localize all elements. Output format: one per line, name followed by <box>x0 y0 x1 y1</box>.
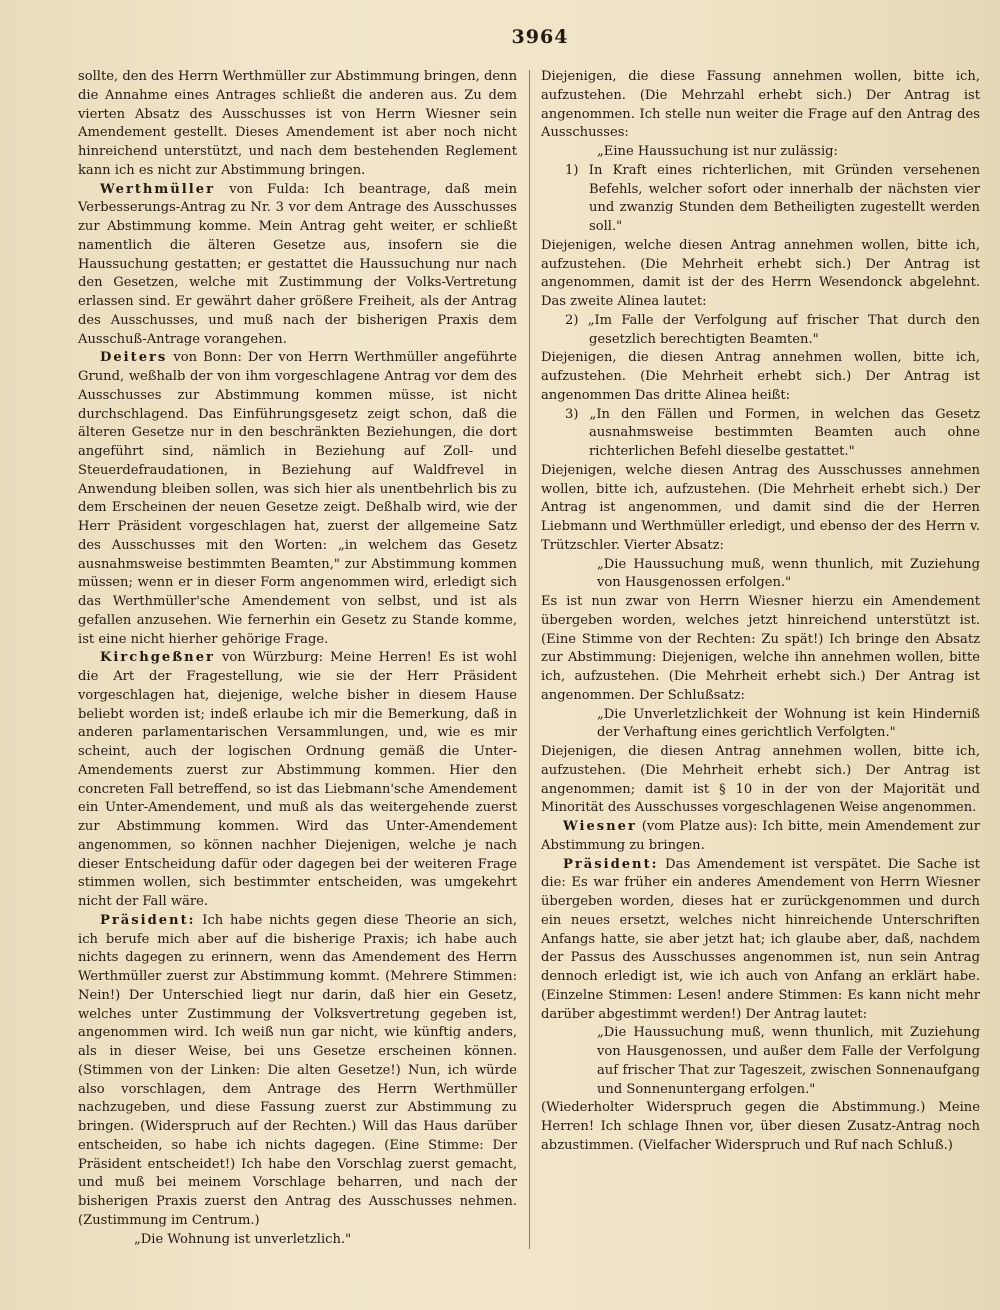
speech <box>78 912 517 1231</box>
speaker-name: Wiesner <box>563 819 637 834</box>
speech-text: von Würzburg: Meine Herren! Es ist wohl die Art der Fragestellung, wie sie der Herr Präsident vorgeschlagen hat, diejenige, welche bisher in diesem Hause beliebt worden ist; indeß erlaube ich mir die Bemerkung, daß in anderen parlamentarischen Versammlungen, und, wie es mir scheint, auch der logischen Ordnung gemäß die Unter-Amendements zuerst zur Abstimmung kommen. Hier den concreten Fall betreffend, so ist das Liebmann'sche Amendement ein Unter-Amendement, und muß als das weitergehende zuerst zur Abstimmung kommen. Wird das Unter-Amendement angenommen, so können nachher Diejenigen, welche je nach dieser Entscheidung dafür oder dagegen bei der weiteren Frage stimmen wollen, sich bestimmter entscheiden, was umgekehrt nicht der Fall wäre. <box>78 650 517 909</box>
paragraph: Diejenigen, welche diesen Antrag des Ausschusses annehmen wollen, bitte ich, aufzustehen. (Die Mehrheit erhebt sich.) Der Antrag ist angenommen, und damit sind die der Herren Liebmann und Werthmüller erledigt, und ebenso der des Herrn v. Trützschler. Vierter Absatz: <box>541 462 980 553</box>
quote: „Die Haussuchung muß, wenn thunlich, mit Zuziehung von Hausgenossen erfolgen." <box>597 556 980 591</box>
speech-text: Das Amendement ist verspätet. Die Sache ist die: Es war früher ein anderes Amendement von Herrn Wiesner übergeben worden, dieses hat er zurückgenommen und durch ein neues ersetzt, welches nicht hinreichende Unterschriften Anfangs hatte, sie aber jetzt hat; ich glaube aber, daß, nachdem der Passus des Ausschusses angenommen ist, nun sein Antrag dennoch erledigt ist, wie ich auch von Anfang an erklärt habe. (Einzelne Stimmen: Lesen! andere Stimmen: Es kann nicht mehr darüber abgestimmt werden!) Der Antrag lautet: <box>541 856 980 1022</box>
quote: „Die Unverletzlichkeit der Wohnung ist kein Hinderniß der Verhaftung eines gerichtlich Verfolgten." <box>597 706 980 741</box>
quote: „Die Haussuchung muß, wenn thunlich, mit Zuziehung von Hausgenossen, und außer dem Falle der Verfolgung auf frischer That zur Tageszeit, zwischen Sonnenaufgang und Sonnenuntergang erfolgen." <box>597 1025 980 1097</box>
speaker-name: Präsident: <box>100 912 196 928</box>
paragraph: Diejenigen, die diese Fassung annehmen wollen, bitte ich, aufzustehen. (Die Mehrzahl erhebt sich.) Der Antrag ist angenommen. Ich stelle nun weiter die Frage auf den Antrag des Ausschusses: <box>541 69 980 141</box>
speech-text: (vom Platze aus): Ich bitte, mein Amendement zur Abstimmung zu bringen. <box>541 819 980 853</box>
speech <box>78 181 517 350</box>
paragraph: Diejenigen, die diesen Antrag annehmen wollen, bitte ich, aufzustehen. (Die Mehrheit erhebt sich.) Der Antrag ist angenommen Das dritte Alinea heißt: <box>541 350 980 403</box>
speech <box>541 856 980 1025</box>
speech <box>541 818 980 856</box>
speaker-name: Werthmüller <box>100 181 215 197</box>
text-columns <box>78 68 980 1249</box>
left-column <box>78 68 517 1249</box>
paragraph: (Wiederholter Widerspruch gegen die Abstimmung.) Meine Herren! Ich schlage Ihnen vor, über diesen Zusatz-Antrag noch abzustimmen. (Vielfacher Widerspruch und Ruf nach Schluß.) <box>541 1100 980 1153</box>
speaker-name: Kirchgeßner <box>100 650 215 666</box>
speech <box>78 349 517 649</box>
speech <box>78 649 517 912</box>
list-item: 2) „Im Falle der Verfolgung auf frischer That durch den gesetzlich berechtigten Beamten." <box>565 312 980 347</box>
paragraph: Diejenigen, die diesen Antrag annehmen wollen, bitte ich, aufzustehen. (Die Mehrheit erhebt sich.) Der Antrag ist angenommen; damit ist § 10 in der von der Majorität und Minorität des Ausschusses vorgeschlagenen Weise angenommen. <box>541 744 980 816</box>
list-item: 3) „In den Fällen und Formen, in welchen das Gesetz ausnahmsweise bestimmten Beamten auch ohne richterlichen Befehl dieselbe gestattet." <box>565 406 980 459</box>
quote: „Eine Haussuchung ist nur zulässig: <box>597 144 838 159</box>
speech-text: von Bonn: Der von Herrn Werthmüller angeführte Grund, weßhalb der von ihm vorgeschlagene Antrag vor dem des Ausschusses zur Abstimmung kommen müsse, ist nicht durchschlagend. Das Einführungsgesetz zeigt schon, daß die älteren Gesetze nur in den beschränkten Beziehungen, die dort angeführt sind, nämlich in Beziehung auf Zoll- und Steuerdefraudationen, in Beziehung auf Waldfrevel in Anwendung bleiben sollen, was sich hier als unentbehrlich bis zu dem Erscheinen der neuen Gesetze zeigt. Deßhalb wird, wie der Herr Präsident vorgeschlagen hat, zuerst der allgemeine Satz des Ausschusses mit den Worten: „in welchem das Gesetz ausnahmsweise bestimmten Beamten," zur Abstimmung kommen müssen; wenn er in dieser Form angenommen wird, erledigt sich das Werthmüller'sche Amendement von selbst, und ist als gefallen anzusehen. Wie fernerhin ein Gesetz zu Stande komme, ist eine nicht hierher gehörige Frage. <box>78 350 517 647</box>
quote: „Die Wohnung ist unverletzlich." <box>134 1231 352 1247</box>
speech-text: von Fulda: Ich beantrage, daß mein Verbesserungs-Antrag zu Nr. 3 vor dem Antrage des Ausschusses zur Abstimmung komme. Mein Antrag geht weiter, er schließt namentlich die älteren Gesetze aus, insofern sie die Haussuchung gestatten; er gestattet die Haussuchung nur nach den Gesetzen, welche mit Zustimmung der Volks-Vertretung erlassen sind. Er gewährt daher größere Freiheit, als der Antrag des Ausschusses, und muß nach der bisherigen Praxis dem Ausschuß-Antrage vorangehen. <box>78 181 517 347</box>
speaker-name: Präsident: <box>563 856 659 872</box>
speaker-name: Deiters <box>100 350 168 366</box>
right-column <box>541 68 980 1249</box>
speech-text: Ich habe nichts gegen diese Theorie an sich, ich berufe mich aber auf die bisherige Praxis; ich habe auch nichts dagegen zu erinnern, wenn das Amendement des Herrn Werthmüller zuerst zur Abstimmung kommt. (Mehrere Stimmen: Nein!) Der Unterschied liegt nur darin, daß hier ein Gesetz, welches unter Zustimmung der Volksvertretung gegeben ist, angenommen wird. Ich weiß nun gar nicht, wie künftig anders, als in dieser Weise, bei uns Gesetze erscheinen können. (Stimmen von der Linken: Die alten Gesetze!) Nun, ich würde also vorschlagen, dem Antrage des Herrn Werthmüller nachzugeben, und diese Fassung zuerst zur Abstimmung zu bringen. (Widerspruch auf der Rechten.) Will das Haus darüber entscheiden, so habe ich nichts dagegen. (Eine Stimme: Der Präsident entscheidet!) Ich habe den Vorschlag zuerst gemacht, und muß bei meinem Vorschlage beharren, und nach der bisherigen Praxis zuerst den Antrag des Ausschusses nehmen. (Zustimmung im Centrum.) <box>78 912 517 1228</box>
paragraph: Es ist nun zwar von Herrn Wiesner hierzu ein Amendement übergeben worden, welches jetzt hinreichend unterstützt ist. (Eine Stimme von der Rechten: Zu spät!) Ich bringe den Absatz zur Abstimmung: Diejenigen, welche ihn annehmen wollen, bitte ich, aufzustehen. (Die Mehrheit erhebt sich.) Der Antrag ist angenommen. Der Schlußsatz: <box>541 594 980 703</box>
paragraph: Diejenigen, welche diesen Antrag annehmen wollen, bitte ich, aufzustehen. (Die Mehrheit erhebt sich.) Der Antrag ist angenommen, damit ist der des Herrn Wesendonck abgelehnt. Das zweite Alinea lautet: <box>541 237 980 309</box>
page-number: 3964 <box>511 26 569 48</box>
paragraph: sollte, den des Herrn Werthmüller zur Abstimmung bringen, denn die Annahme eines Antrages schließt die anderen aus. Zu dem vierten Absatz des Ausschusses ist von Herrn Wiesner sein Amendement gestellt. Dieses Amendement ist aber noch nicht hinreichend unterstützt, und nach dem bestehenden Reglement kann ich es nicht zur Abstimmung bringen. <box>78 69 517 178</box>
list-item: 1) In Kraft eines richterlichen, mit Gründen versehenen Befehls, welcher sofort oder innerhalb der nächsten vier und zwanzig Stunden dem Betheiligten zugestellt werden soll." <box>565 162 980 234</box>
